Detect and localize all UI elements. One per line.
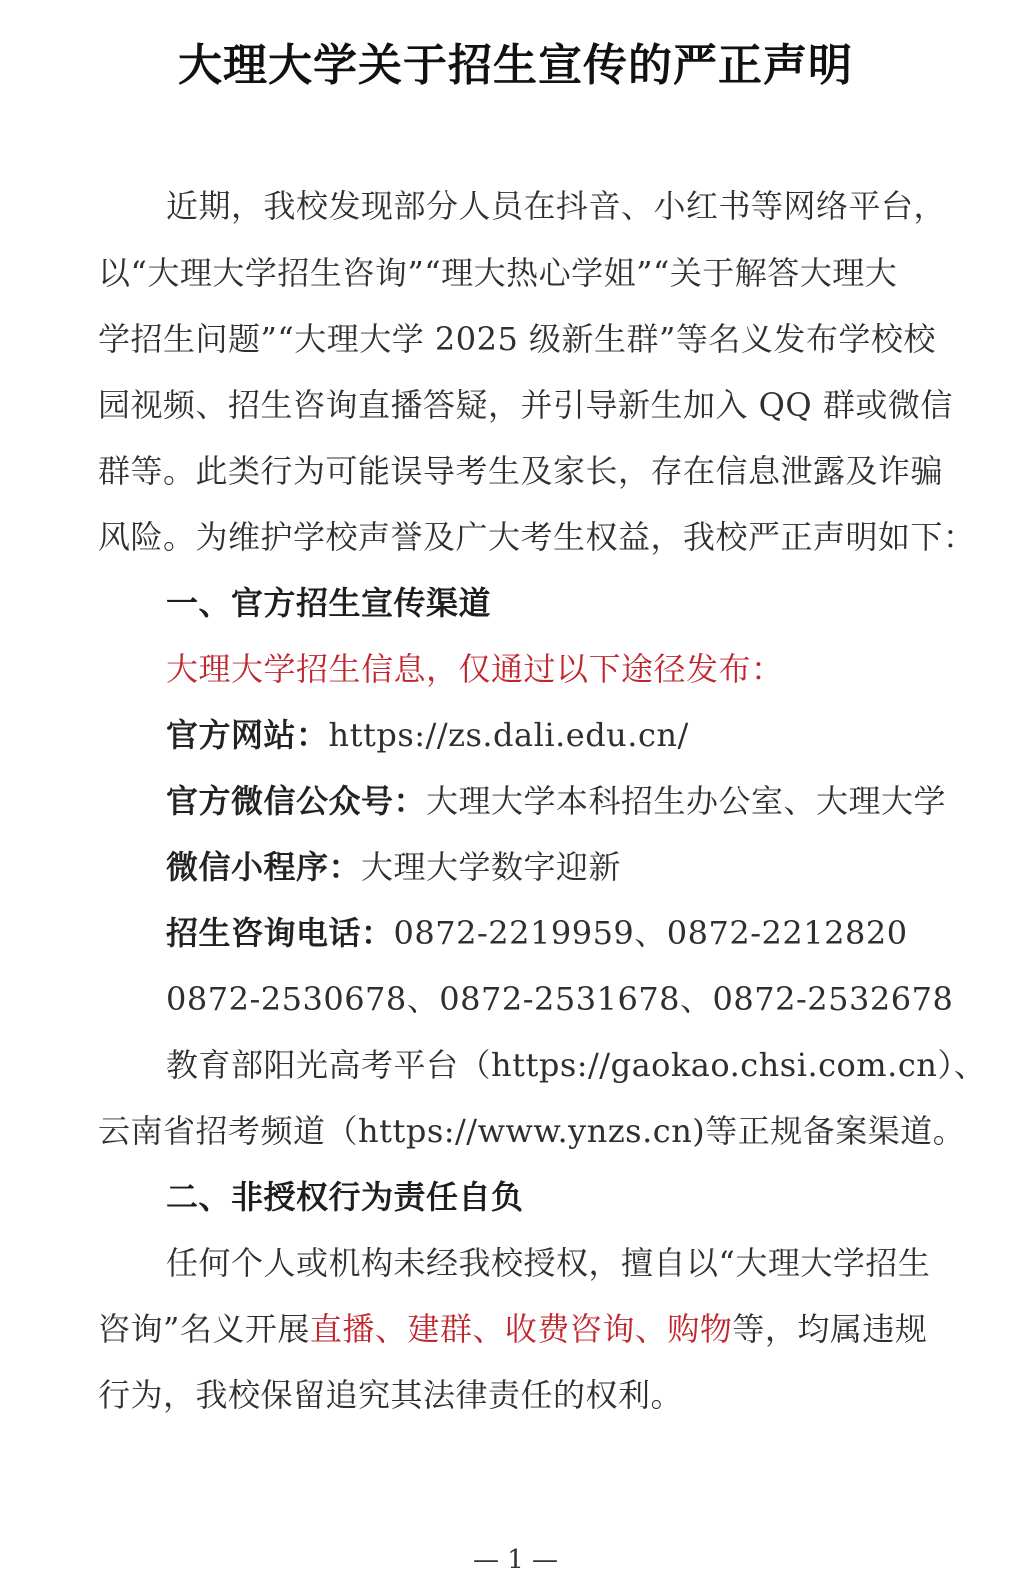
paragraph-1-line-1: 近期，我校发现部分人员在抖音、小红书等网络平台， bbox=[166, 187, 947, 225]
document-title: 大理大学关于招生宣传的严正声明 bbox=[178, 40, 853, 91]
prohibited-activities-highlight: 直播、建群、收费咨询、购物 bbox=[309, 1310, 733, 1348]
paragraph-1-line-5: 群等。此类行为可能误导考生及家长，存在信息泄露及诈骗 bbox=[98, 452, 944, 490]
paragraph-1-line-4: 园视频、招生咨询直播答疑，并引导新生加入 QQ 群或微信 bbox=[98, 386, 953, 424]
section-2-line-1: 任何个人或机构未经我校授权，擅自以“大理大学招生 bbox=[166, 1244, 931, 1282]
paragraph-1-line-3: 学招生问题”“大理大学 2025 级新生群”等名义发布学校校 bbox=[98, 320, 936, 358]
section-2-line-2-after: 等，均属违规 bbox=[732, 1310, 928, 1348]
admissions-phone-row bbox=[166, 907, 908, 959]
official-channels-line-1: 教育部阳光高考平台（https://gaokao.chsi.com.cn）、 bbox=[166, 1046, 987, 1084]
wechat-miniprogram-label: 微信小程序： bbox=[166, 848, 362, 886]
section-2-line-3: 行为，我校保留追究其法律责任的权利。 bbox=[98, 1376, 684, 1414]
official-website-row bbox=[166, 709, 689, 761]
official-wechat-row bbox=[166, 775, 946, 827]
official-website-link[interactable]: https://zs.dali.edu.cn/ bbox=[328, 716, 689, 754]
section-2-heading: 二、非授权行为责任自负 bbox=[166, 1178, 524, 1216]
admissions-phone-numbers-1: 0872-2219959、0872-2212820 bbox=[393, 914, 908, 952]
official-website-label: 官方网站： bbox=[166, 716, 329, 754]
official-channels-line-2: 云南省招考频道（https://www.ynzs.cn)等正规备案渠道。 bbox=[98, 1112, 966, 1150]
section-1-heading: 一、官方招生宣传渠道 bbox=[166, 584, 492, 622]
section-2-line-2 bbox=[98, 1303, 927, 1355]
admissions-phone-numbers-2: 0872-2530678、0872-2531678、0872-2532678 bbox=[166, 980, 954, 1018]
paragraph-1-line-2: 以“大理大学招生咨询”“理大热心学姐”“关于解答大理大 bbox=[98, 254, 898, 292]
page-number: — 1 — bbox=[472, 1545, 559, 1575]
paragraph-1-line-6: 风险。为维护学校声誉及广大考生权益，我校严正声明如下： bbox=[98, 518, 976, 556]
official-wechat-label: 官方微信公众号： bbox=[166, 782, 427, 820]
admissions-phone-label: 招生咨询电话： bbox=[166, 914, 394, 952]
wechat-miniprogram-value: 大理大学数字迎新 bbox=[361, 848, 622, 886]
wechat-miniprogram-row bbox=[166, 841, 621, 893]
section-1-notice: 大理大学招生信息，仅通过以下途径发布： bbox=[166, 650, 784, 688]
official-wechat-value: 大理大学本科招生办公室、大理大学 bbox=[426, 782, 947, 820]
section-2-line-2-before: 咨询”名义开展 bbox=[98, 1310, 310, 1348]
